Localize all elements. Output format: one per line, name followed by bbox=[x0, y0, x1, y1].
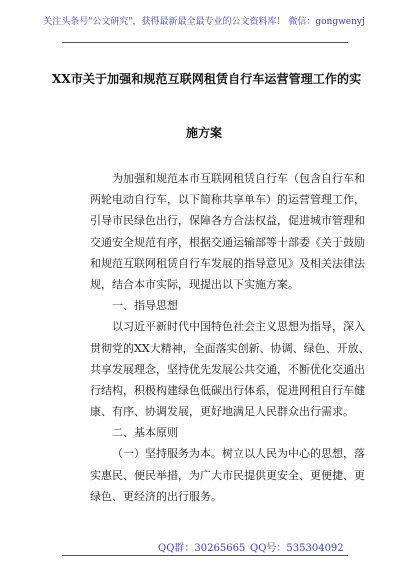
section-heading-basic-principles: 二、基本原则 bbox=[112, 426, 178, 440]
body-line: 实惠民、便民举措，为广大市民提供更安全、更便捷、更 bbox=[90, 468, 365, 482]
body-line: 贯彻党的XX大精神，全面落实创新、协调、绿色、开放、 bbox=[90, 341, 370, 355]
footer-qq-number: QQ号：535304092 bbox=[250, 543, 344, 554]
section-heading-guiding-ideology: 一、指导思想 bbox=[112, 299, 178, 313]
body-line: 绿色、更经济的出行服务。 bbox=[90, 489, 222, 503]
header-divider bbox=[62, 42, 348, 43]
document-title-line-1: XX市关于加强和规范互联网租赁自行车运营管理工作的实 bbox=[52, 72, 362, 86]
body-line: 共享发展理念，坚持优先发展公共交通，不断优化交通出 bbox=[90, 362, 365, 376]
body-line: 引导市民绿色出行，保障各方合法权益，促进城市管理和 bbox=[90, 214, 365, 228]
document-title-line-2: 施方案 bbox=[185, 126, 222, 140]
body-line: 康、有序、协调发展，更好地满足人民群众出行需求。 bbox=[90, 405, 354, 419]
body-line: （一）坚持服务为本。树立以人民为中心的思想，落 bbox=[112, 447, 365, 461]
body-line: 规，结合本市实际，现提出以下实施方案。 bbox=[90, 277, 299, 291]
body-line: 两轮电动自行车，以下简称共享单车）的运营管理工作， bbox=[90, 193, 365, 207]
body-line: 行结构，积极构建绿色低碳出行体系，促进网租自行车健 bbox=[90, 383, 365, 397]
body-line: 为加强和规范本市互联网租赁自行车（包含自行车和 bbox=[112, 172, 365, 185]
document-body bbox=[90, 168, 370, 507]
footer-qq-group: QQ群：30265665 bbox=[158, 543, 246, 554]
body-line: 交通安全规范有序，根据交通运输部等十部委《关于鼓励 bbox=[90, 235, 365, 249]
footer-divider bbox=[62, 555, 348, 556]
body-line: 以习近平新时代中国特色社会主义思想为指导，深入 bbox=[112, 320, 365, 334]
body-line: 和规范互联网租赁自行车发展的指导意见》及相关法律法 bbox=[90, 256, 365, 270]
header-banner: 关注头条号"公文研究"，获得最新最全最专业的公文资料库！ 微信：gongwenyj bbox=[43, 17, 365, 27]
